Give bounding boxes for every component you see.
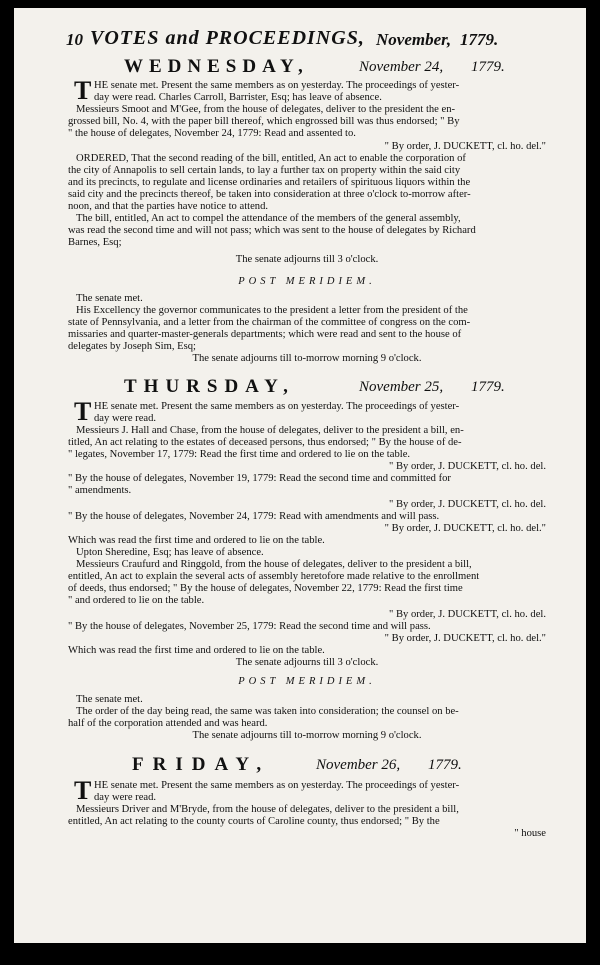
text-line: HE senate met. Present the same members as on yesterday. The proceedings of yester-	[94, 780, 460, 791]
page-number: 10	[66, 30, 83, 49]
text-line: Messieurs J. Hall and Chase, from the house of delegates, deliver to the president a bill, en-	[76, 425, 464, 436]
friday-heading: FRIDAY,	[132, 754, 271, 775]
text-line: titled, An act relating to the estates of deceased persons, thus endorsed; " By the house of de-	[68, 437, 462, 448]
text-line: The senate adjourns till 3 o'clock.	[235, 254, 379, 265]
drop-cap: T	[74, 776, 92, 805]
text-line: The senate met.	[76, 293, 143, 304]
text-line: was read the second time and will not pass; which was sent to the house of delegates by Richard	[68, 225, 476, 236]
text-line: missaries and quarter-master-generals departments; which were read and sent to the house of	[68, 329, 462, 340]
text-line: HE senate met. Present the same members as on yesterday. The proceedings of yester-	[94, 401, 460, 412]
text-line: " and ordered to lie on the table.	[68, 595, 205, 606]
text-line: " By order, J. DUCKETT, cl. ho. del."	[384, 523, 546, 534]
running-title: VOTES and PROCEEDINGS,	[90, 27, 365, 49]
thursday-year: 1779.	[471, 379, 505, 395]
text-line: said city and the precincts thereof, be taken into consideration at three o'clock to-morrow after-	[68, 189, 471, 200]
text-line: The senate adjourns till to-morrow morning 9 o'clock.	[192, 730, 422, 741]
text-line: Upton Sheredine, Esq; has leave of absence.	[76, 547, 264, 558]
text-line: noon, and that the parties have notice to attend.	[68, 201, 269, 212]
text-line: " By order, J. DUCKETT, cl. ho. del.	[389, 499, 546, 510]
text-line: state of Pennsylvania, and a letter from the chairman of the committee of congress on the com-	[68, 317, 471, 328]
running-year: 1779.	[460, 30, 499, 49]
text-line: " legates, November 17, 1779: Read the first time and ordered to lie on the table.	[68, 449, 411, 460]
text-line: " By order, J. DUCKETT, cl. ho. del."	[384, 633, 546, 644]
drop-cap: T	[74, 397, 92, 426]
thursday-heading: THURSDAY,	[124, 376, 295, 397]
post-meridiem-heading: POST MERIDIEM.	[238, 676, 376, 687]
text-line: half of the corporation attended and was heard.	[68, 718, 268, 729]
text-line: Messieurs Craufurd and Ringgold, from the house of delegates, deliver to the president a bill,	[76, 559, 472, 570]
text-line: " By order, J. DUCKETT, cl. ho. del.	[389, 461, 546, 472]
drop-cap: T	[74, 76, 92, 105]
text-line: Messieurs Driver and M'Bryde, from the house of delegates, deliver to the president a bill,	[76, 804, 459, 815]
text-line: Which was read the first time and ordered to lie on the table.	[68, 645, 325, 656]
text-line: The order of the day being read, the same was taken into consideration; the counsel on be-	[76, 706, 459, 717]
text-line: entitled, An act to explain the several acts of assembly heretofore made relative to the enrollment	[68, 571, 480, 582]
text-line: " By the house of delegates, November 19, 1779: Read the second time and committed for	[68, 473, 451, 484]
thursday-date: November 25,	[359, 379, 444, 395]
text-line: " By the house of delegates, November 25, 1779: Read the second time and will pass.	[68, 621, 431, 632]
text-line: Which was read the first time and ordered to lie on the table.	[68, 535, 325, 546]
text-line: ORDERED, That the second reading of the bill, entitled, An act to enable the corporation of	[76, 153, 466, 164]
text-line: and its precincts, to regulate and license ordinaries and retailers of spirituous liquors within the	[68, 177, 471, 188]
text-line: of deeds, thus endorsed; " By the house of delegates, November 22, 1779: Read the first time	[68, 583, 463, 594]
text-line: " By order, J. DUCKETT, cl. ho. del."	[384, 141, 546, 152]
text-line: " amendments.	[68, 485, 132, 496]
text-line: delegates by Joseph Sim, Esq;	[68, 341, 196, 352]
post-meridiem-heading: POST MERIDIEM.	[238, 276, 376, 287]
running-month: November,	[376, 30, 452, 49]
text-line: grossed bill, No. 4, with the paper bill thereof, which engrossed bill was thus endorsed; " By	[68, 116, 460, 127]
text-line: Barnes, Esq;	[68, 237, 122, 248]
friday-year: 1779.	[428, 757, 462, 773]
text-line: the city of Annapolis to sell certain lands, to lay a further tax on property within the said city	[68, 165, 461, 176]
friday-date: November 26,	[316, 757, 401, 773]
wednesday-year: 1779.	[471, 59, 505, 75]
text-line: The senate adjourns till 3 o'clock.	[235, 657, 379, 668]
wednesday-heading: WEDNESDAY,	[124, 56, 309, 77]
text-line: The senate adjourns till to-morrow morning 9 o'clock.	[192, 353, 422, 364]
wednesday-date: November 24,	[359, 59, 444, 75]
text-line: day were read.	[94, 413, 157, 424]
text-line: " By the house of delegates, November 24, 1779: Read with amendments and will pass.	[68, 511, 440, 522]
text-line: HE senate met. Present the same members as on yesterday. The proceedings of yester-	[94, 80, 460, 91]
text-line: " house	[514, 828, 546, 839]
text-line: The senate met.	[76, 694, 143, 705]
text-line: " By order, J. DUCKETT, cl. ho. del.	[389, 609, 546, 620]
text-line: entitled, An act relating to the county courts of Caroline county, thus endorsed; " By the	[68, 816, 440, 827]
text-line: His Excellency the governor communicates to the president a letter from the president of the	[76, 305, 468, 316]
text-line: day were read.	[94, 792, 157, 803]
text-line: Messieurs Smoot and M'Gee, from the house of delegates, deliver to the president the en-	[76, 104, 456, 115]
document-page	[14, 8, 586, 943]
text-line: day were read. Charles Carroll, Barrister, Esq; has leave of absence.	[94, 92, 382, 103]
text-line: The bill, entitled, An act to compel the attendance of the members of the general assembly,	[76, 213, 461, 224]
text-line: " the house of delegates, November 24, 1779: Read and assented to.	[68, 128, 356, 139]
